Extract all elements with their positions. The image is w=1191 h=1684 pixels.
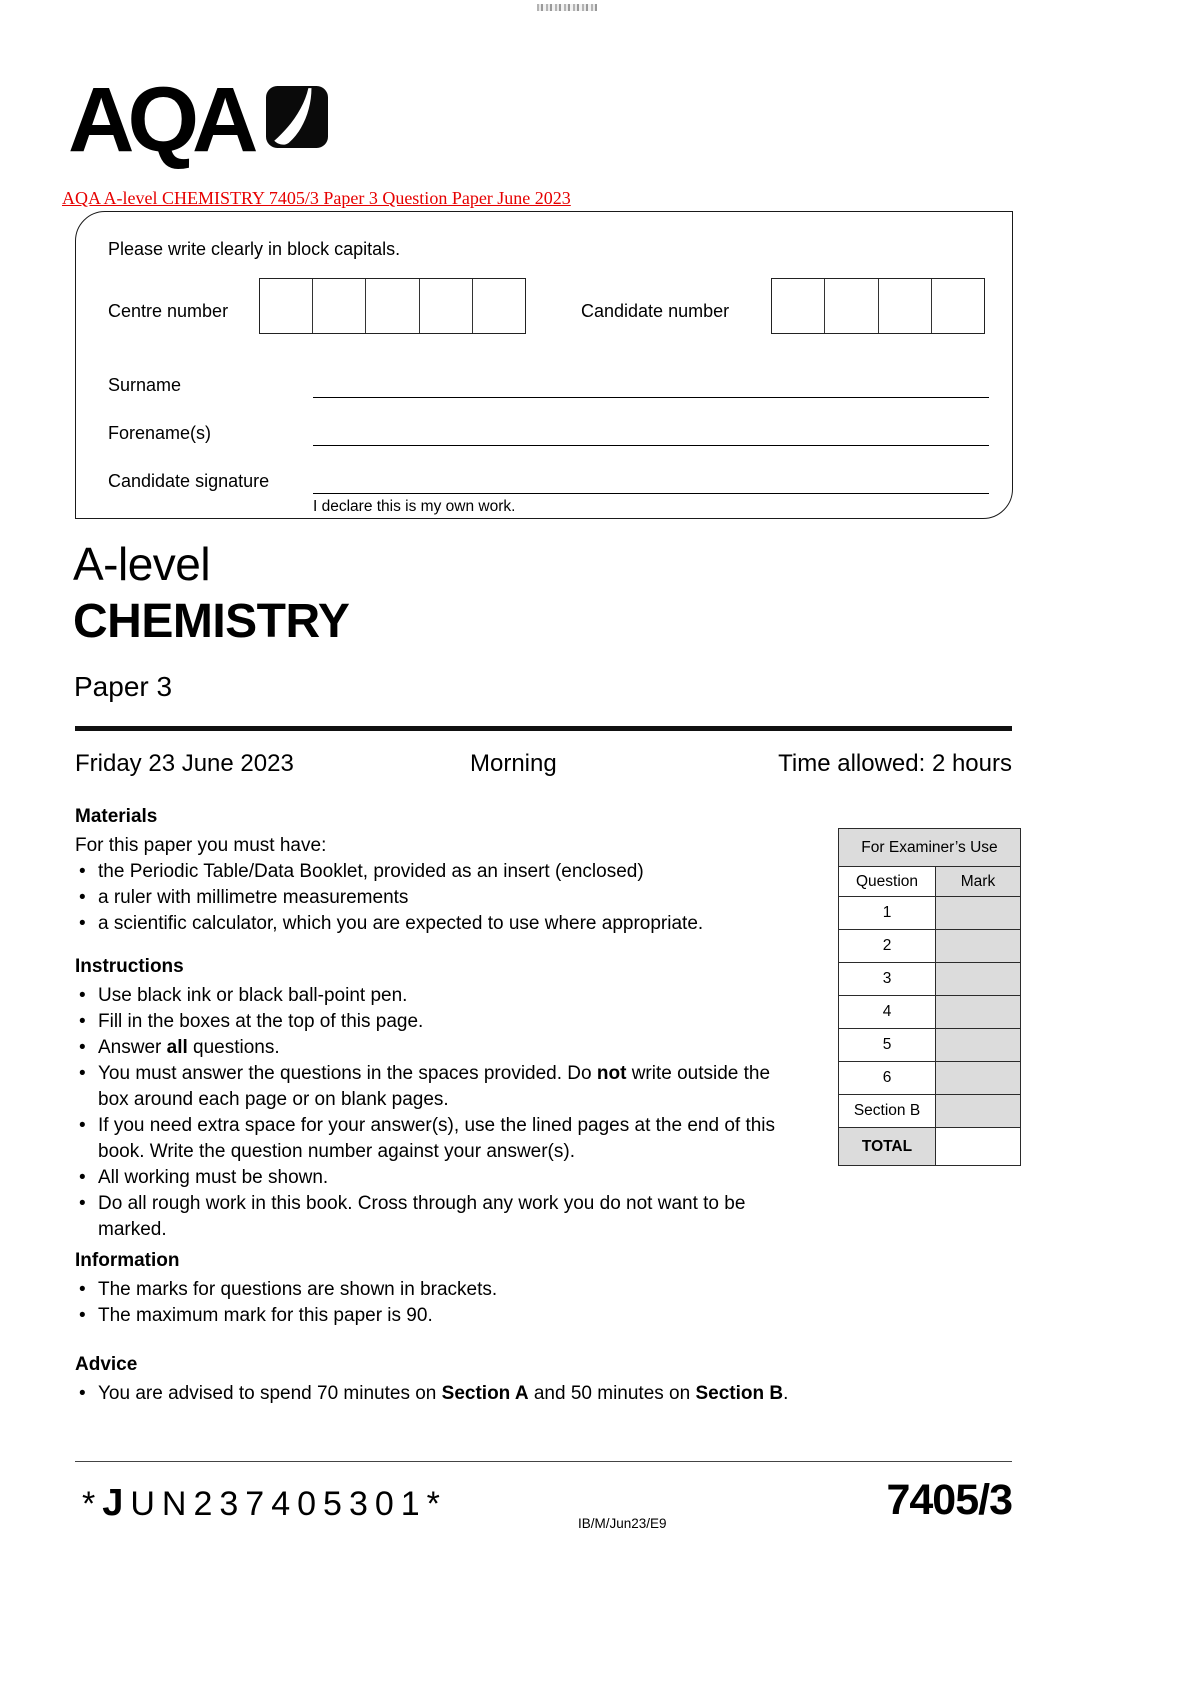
bullet-item: • Use black ink or black ball-point pen.: [75, 983, 793, 1009]
block-capitals-instruction: Please write clearly in block capitals.: [108, 239, 401, 259]
examiner-row-label: 3: [839, 963, 936, 996]
time-allowed: Time allowed: 2 hours: [778, 750, 1012, 777]
examiner-row-label: 1: [839, 897, 936, 930]
forenames-label: Forename(s): [108, 423, 212, 443]
number-cell[interactable]: [472, 279, 525, 333]
examiner-mark-cell: [936, 1029, 1021, 1062]
surname-label: Surname: [108, 375, 182, 395]
examiner-row-label: Section B: [839, 1095, 936, 1128]
number-cell[interactable]: [260, 279, 312, 333]
footer-divider-rule: [75, 1461, 1012, 1462]
candidate-number-label: Candidate number: [581, 301, 730, 321]
materials-intro: For this paper you must have:: [75, 835, 327, 856]
paper-number: Paper 3: [74, 671, 173, 702]
number-cell[interactable]: [772, 279, 824, 333]
examiner-mark-cell: [936, 963, 1021, 996]
advice-heading: Advice: [75, 1354, 138, 1375]
aqa-leaf-icon: [266, 86, 328, 148]
mark-column-header: Mark: [936, 867, 1021, 897]
publication-code: IB/M/Jun23/E9: [578, 1516, 667, 1531]
signature-field-line[interactable]: [313, 493, 989, 494]
materials-section: [75, 806, 793, 937]
advice-list: [75, 1381, 793, 1407]
examiner-mark-cell: [936, 930, 1021, 963]
number-cell[interactable]: [824, 279, 877, 333]
bullet-item: • All working must be shown.: [75, 1165, 793, 1191]
subject-title: CHEMISTRY: [73, 595, 350, 648]
examiner-mark-cell: [936, 1128, 1021, 1166]
examiner-table: [838, 828, 1021, 1166]
information-section: [75, 1250, 793, 1329]
instructions-heading: Instructions: [75, 956, 184, 977]
examiner-row-label: 6: [839, 1062, 936, 1095]
exam-session: Morning: [470, 750, 557, 777]
print-artifact: [537, 4, 597, 11]
bullet-item: • a scientific calculator, which you are expected to use where appropriate.: [75, 911, 793, 937]
candidate-number-cells[interactable]: [771, 278, 985, 334]
examiner-mark-cell: [936, 1062, 1021, 1095]
question-paper-link[interactable]: AQA A-level CHEMISTRY 7405/3 Paper 3 Question Paper June 2023: [62, 188, 571, 208]
bullet-item: • You are advised to spend 70 minutes on Section A and 50 minutes on Section B.: [75, 1381, 793, 1407]
examiner-row-label: TOTAL: [839, 1128, 936, 1166]
aqa-logo: AQA: [68, 69, 252, 171]
signature-label: Candidate signature: [108, 471, 270, 491]
bullet-item: • You must answer the questions in the spaces provided. Do not write outside the box around each page or on blank pages.: [75, 1061, 793, 1113]
number-cell[interactable]: [365, 279, 418, 333]
bullet-item: • If you need extra space for your answer(s), use the lined pages at the end of this book. Write the question number against your answer(s).: [75, 1113, 793, 1165]
bullet-item: • a ruler with millimetre measurements: [75, 885, 793, 911]
bullet-item: • Answer all questions.: [75, 1035, 793, 1061]
centre-number-label: Centre number: [108, 301, 229, 321]
number-cell[interactable]: [312, 279, 365, 333]
examiner-row-label: 5: [839, 1029, 936, 1062]
materials-list: [75, 859, 793, 937]
paper-reference: 7405/3: [886, 1476, 1012, 1524]
number-cell[interactable]: [931, 279, 984, 333]
surname-field-line[interactable]: [313, 397, 989, 398]
advice-section: [75, 1354, 793, 1407]
bullet-item: • Fill in the boxes at the top of this page.: [75, 1009, 793, 1035]
bullet-item: • The marks for questions are shown in brackets.: [75, 1277, 793, 1303]
examiner-mark-cell: [936, 996, 1021, 1029]
examiner-mark-cell: [936, 897, 1021, 930]
number-cell[interactable]: [878, 279, 931, 333]
qualification-title: A-level: [73, 538, 211, 590]
candidate-details-box: [75, 211, 1013, 519]
examiner-table-title: For Examiner’s Use: [839, 829, 1021, 867]
centre-number-cells[interactable]: [259, 278, 526, 334]
materials-heading: Materials: [75, 806, 158, 827]
barcode-text: *JUN237405301*: [82, 1482, 447, 1524]
exam-date: Friday 23 June 2023: [75, 750, 294, 777]
instructions-list: [75, 983, 793, 1243]
examiner-mark-cell: [936, 1095, 1021, 1128]
instructions-section: [75, 956, 793, 1243]
number-cell[interactable]: [419, 279, 472, 333]
examiner-row-label: 4: [839, 996, 936, 1029]
bullet-item: • The maximum mark for this paper is 90.: [75, 1303, 793, 1329]
question-column-header: Question: [839, 867, 936, 897]
examiner-row-label: 2: [839, 930, 936, 963]
session-row: [75, 750, 1012, 782]
information-list: [75, 1277, 793, 1329]
bullet-item: • Do all rough work in this book. Cross through any work you do not want to be marked.: [75, 1191, 793, 1243]
information-heading: Information: [75, 1250, 180, 1271]
declaration-text: I declare this is my own work.: [313, 498, 516, 515]
bullet-item: • the Periodic Table/Data Booklet, provided as an insert (enclosed): [75, 859, 793, 885]
forenames-field-line[interactable]: [313, 445, 989, 446]
title-divider-rule: [75, 726, 1012, 731]
